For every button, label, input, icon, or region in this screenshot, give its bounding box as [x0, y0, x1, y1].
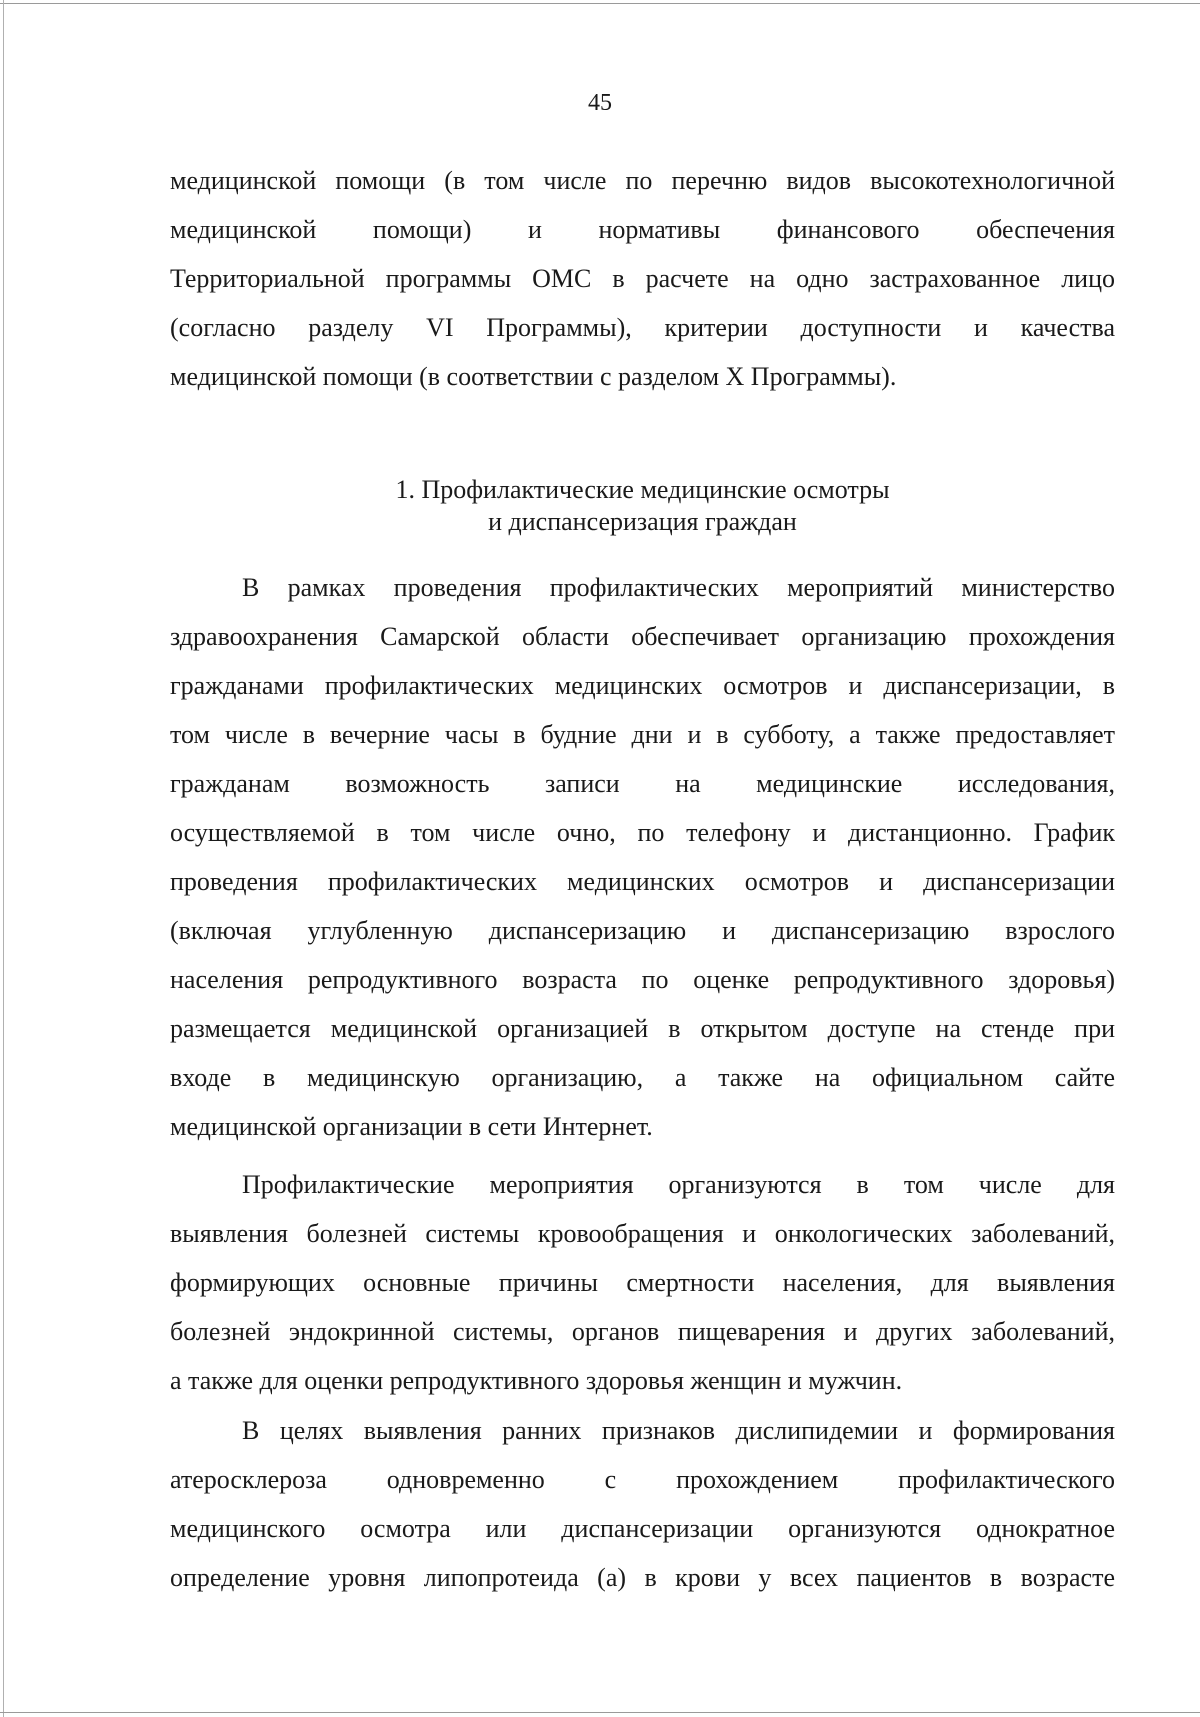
text-line: формирующих основные причины смертности населения, для выявления: [170, 1268, 1115, 1297]
scan-edge-left: [3, 0, 4, 1717]
paragraph-1: [170, 563, 1115, 1151]
intro-paragraph: [170, 156, 1115, 401]
paragraph-2: [170, 1160, 1115, 1405]
text-line: (включая углубленную диспансеризацию и диспансеризацию взрослого: [170, 916, 1115, 945]
page-number: 45: [588, 90, 612, 116]
text-line: (согласно разделу VI Программы), критерии доступности и качества: [170, 313, 1115, 342]
scan-edge-bottom: [0, 1712, 1200, 1713]
text-line: населения репродуктивного возраста по оценке репродуктивного здоровья): [170, 965, 1115, 994]
text-line: медицинского осмотра или диспансеризации организуются однократное: [170, 1514, 1115, 1543]
scan-edge-top: [0, 3, 1200, 4]
text-line: здравоохранения Самарской области обеспечивает организацию прохождения: [170, 622, 1115, 651]
text-line: атеросклероза одновременно с прохождением профилактического: [170, 1465, 1115, 1494]
text-line: выявления болезней системы кровообращения и онкологических заболеваний,: [170, 1219, 1115, 1248]
text-line: Территориальной программы ОМС в расчете на одно застрахованное лицо: [170, 264, 1115, 293]
text-line: размещается медицинской организацией в открытом доступе на стенде при: [170, 1014, 1115, 1043]
text-line: В целях выявления ранних признаков дислипидемии и формирования: [242, 1416, 1115, 1445]
section-heading-line1: 1. Профилактические медицинские осмотры: [395, 475, 890, 504]
text-line: медицинской организации в сети Интернет.: [170, 1112, 653, 1141]
text-line: проведения профилактических медицинских осмотров и диспансеризации: [170, 867, 1115, 896]
text-line: Профилактические мероприятия организуются в том числе для: [242, 1170, 1115, 1199]
text-line: гражданами профилактических медицинских осмотров и диспансеризации, в: [170, 671, 1115, 700]
text-line: входе в медицинскую организацию, а также на официальном сайте: [170, 1063, 1115, 1092]
text-line: определение уровня липопротеида (а) в крови у всех пациентов в возрасте: [170, 1563, 1115, 1592]
text-line: медицинской помощи (в том числе по перечню видов высокотехнологичной: [170, 166, 1115, 195]
text-line: гражданам возможность записи на медицинские исследования,: [170, 769, 1115, 798]
paragraph-3: [170, 1406, 1115, 1602]
text-line: В рамках проведения профилактических мероприятий министерство: [242, 573, 1115, 602]
section-heading-line2: и диспансеризация граждан: [488, 507, 797, 536]
text-line: том числе в вечерние часы в будние дни и в субботу, а также предоставляет: [170, 720, 1115, 749]
section-heading: [170, 474, 1115, 538]
text-line: осуществляемой в том числе очно, по телефону и дистанционно. График: [170, 818, 1115, 847]
text-line: а также для оценки репродуктивного здоровья женщин и мужчин.: [170, 1366, 903, 1395]
text-line: медицинской помощи) и нормативы финансового обеспечения: [170, 215, 1115, 244]
text-line: болезней эндокринной системы, органов пищеварения и других заболеваний,: [170, 1317, 1115, 1346]
text-line: медицинской помощи (в соответствии с разделом X Программы).: [170, 362, 897, 391]
